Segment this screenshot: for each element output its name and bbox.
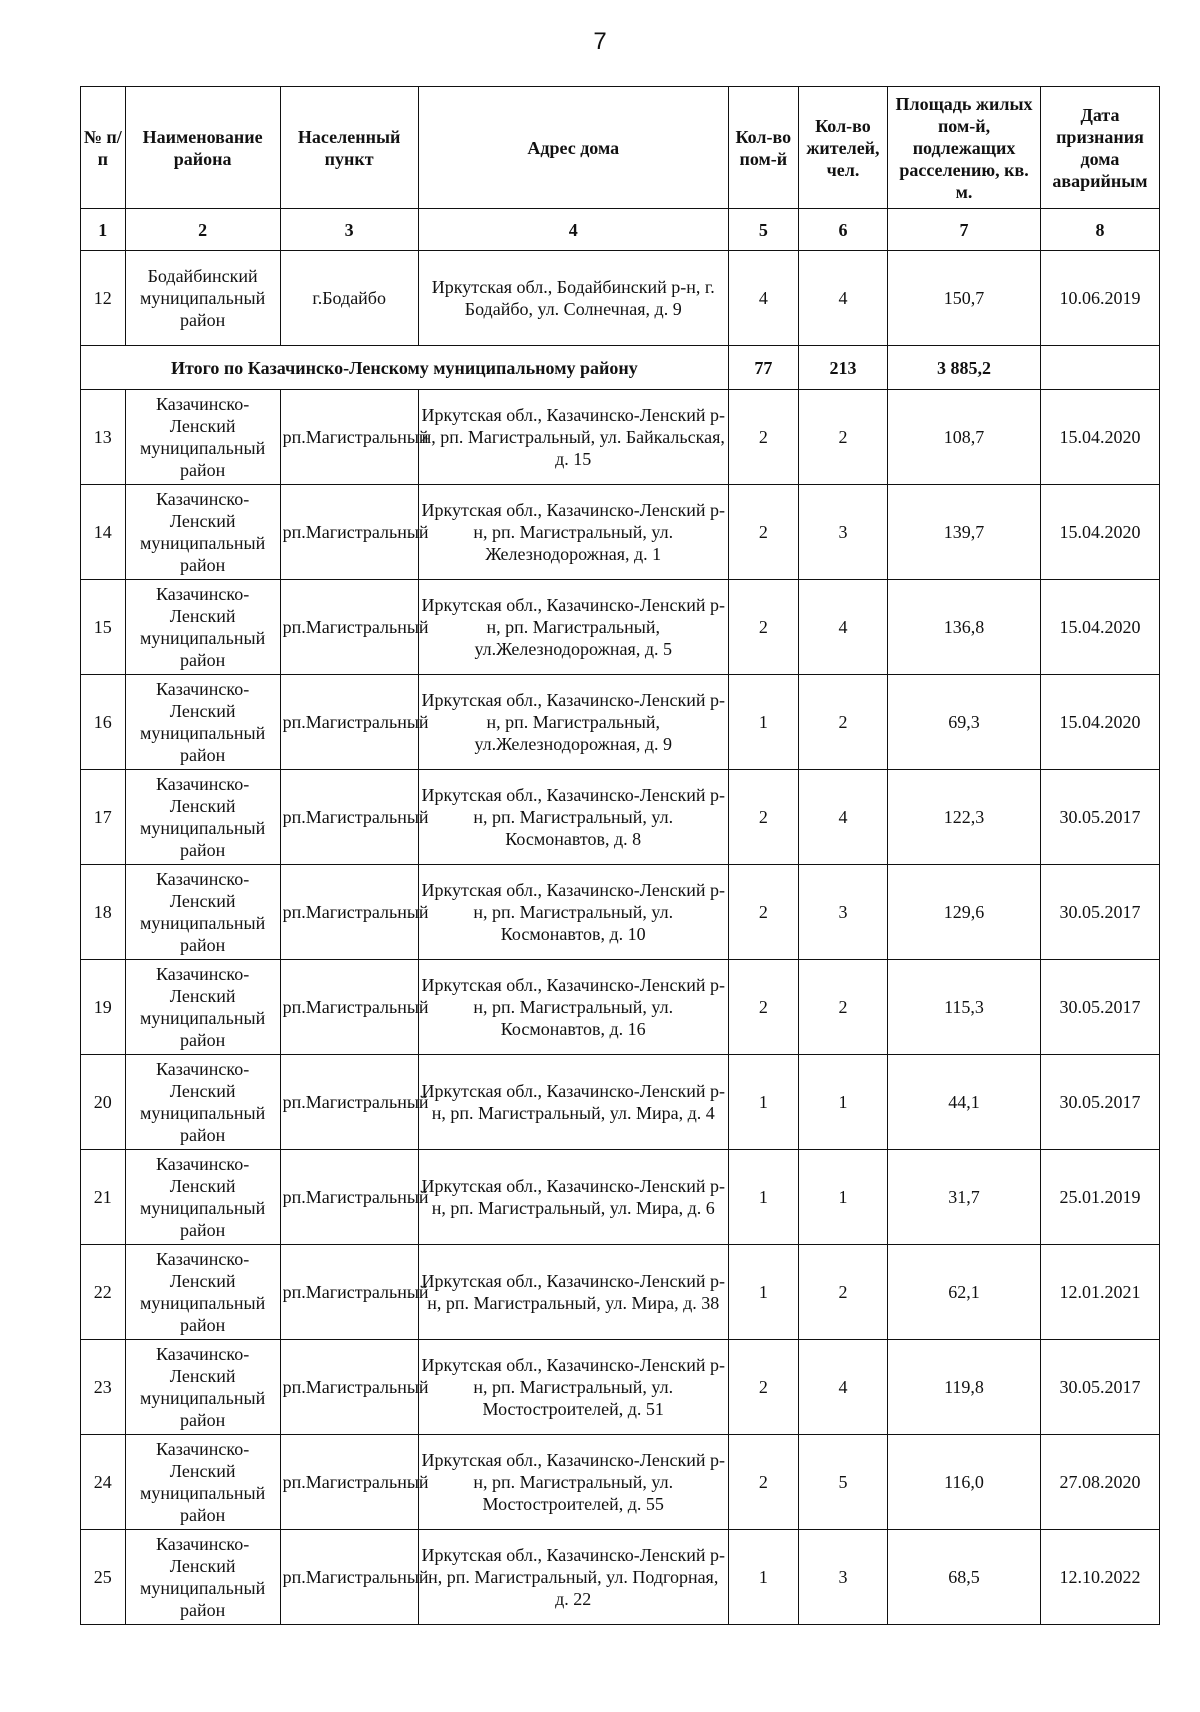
premises-count-cell: 1 <box>728 1055 798 1150</box>
total-residents: 213 <box>798 346 887 390</box>
row-number-cell: 18 <box>81 865 126 960</box>
header-cell-area: Площадь жилых пом-й, подлежащих расселению, кв. м. <box>888 87 1041 209</box>
address-cell: Иркутская обл., Казачинско-Ленский р-н, рп. Магистральный, ул.Железнодорожная, д. 9 <box>418 675 728 770</box>
area-cell: 119,8 <box>888 1340 1041 1435</box>
total-label: Итого по Казачинско-Ленскому муниципальному району <box>81 346 729 390</box>
settlement-cell: рп.Магистральный <box>280 390 418 485</box>
settlement-cell: рп.Магистральный <box>280 1435 418 1530</box>
address-cell: Иркутская обл., Казачинско-Ленский р-н, рп. Магистральный, ул. Космонавтов, д. 16 <box>418 960 728 1055</box>
emergency-date-cell: 12.01.2021 <box>1040 1245 1159 1340</box>
table-row <box>81 1150 1160 1245</box>
premises-count-cell: 2 <box>728 485 798 580</box>
row-number-cell: 19 <box>81 960 126 1055</box>
district-cell: Казачинско-Ленский муниципальный район <box>125 675 280 770</box>
premises-count-cell: 2 <box>728 580 798 675</box>
emergency-date-cell: 15.04.2020 <box>1040 390 1159 485</box>
district-cell: Казачинско-Ленский муниципальный район <box>125 960 280 1055</box>
total-section <box>81 346 1160 390</box>
premises-count-cell: 2 <box>728 1340 798 1435</box>
header-cell-settlement: Населенный пункт <box>280 87 418 209</box>
residents-count-cell: 2 <box>798 1245 887 1340</box>
residents-count-cell: 3 <box>798 1530 887 1625</box>
table-row <box>81 770 1160 865</box>
emergency-date-cell: 25.01.2019 <box>1040 1150 1159 1245</box>
row-number-cell: 25 <box>81 1530 126 1625</box>
residents-count-cell: 2 <box>798 390 887 485</box>
row-number-cell: 15 <box>81 580 126 675</box>
settlement-cell: рп.Магистральный <box>280 1245 418 1340</box>
row-number-cell: 22 <box>81 1245 126 1340</box>
settlement-cell: рп.Магистральный <box>280 960 418 1055</box>
header-cell-residents: Кол-во жителей, чел. <box>798 87 887 209</box>
residents-count-cell: 4 <box>798 580 887 675</box>
address-cell: Иркутская обл., Бодайбинский р-н, г. Бодайбо, ул. Солнечная, д. 9 <box>418 251 728 346</box>
residents-count-cell: 3 <box>798 485 887 580</box>
table-row <box>81 485 1160 580</box>
premises-count-cell: 4 <box>728 251 798 346</box>
emergency-date-cell: 12.10.2022 <box>1040 1530 1159 1625</box>
total-row <box>81 346 1160 390</box>
district-cell: Казачинско-Ленский муниципальный район <box>125 1245 280 1340</box>
emergency-date-cell: 30.05.2017 <box>1040 960 1159 1055</box>
header-cell-num: № п/п <box>81 87 126 209</box>
table-row <box>81 960 1160 1055</box>
settlement-cell: г.Бодайбо <box>280 251 418 346</box>
row-number-cell: 21 <box>81 1150 126 1245</box>
premises-count-cell: 1 <box>728 1245 798 1340</box>
row-number-cell: 23 <box>81 1340 126 1435</box>
column-number-cell: 8 <box>1040 209 1159 251</box>
column-number-cell: 2 <box>125 209 280 251</box>
address-cell: Иркутская обл., Казачинско-Ленский р-н, рп. Магистральный, ул. Космонавтов, д. 10 <box>418 865 728 960</box>
district-cell: Казачинско-Ленский муниципальный район <box>125 1530 280 1625</box>
address-cell: Иркутская обл., Казачинско-Ленский р-н, рп. Магистральный, ул. Мостостроителей, д. 55 <box>418 1435 728 1530</box>
settlement-cell: рп.Магистральный <box>280 865 418 960</box>
district-cell: Бодайбинский муниципальный район <box>125 251 280 346</box>
premises-count-cell: 1 <box>728 1530 798 1625</box>
residents-count-cell: 4 <box>798 251 887 346</box>
emergency-date-cell: 10.06.2019 <box>1040 251 1159 346</box>
area-cell: 116,0 <box>888 1435 1041 1530</box>
emergency-date-cell: 15.04.2020 <box>1040 675 1159 770</box>
area-cell: 44,1 <box>888 1055 1041 1150</box>
residents-count-cell: 5 <box>798 1435 887 1530</box>
settlement-cell: рп.Магистральный <box>280 1055 418 1150</box>
rows-after-total <box>81 390 1160 1625</box>
premises-count-cell: 2 <box>728 390 798 485</box>
district-cell: Казачинско-Ленский муниципальный район <box>125 1055 280 1150</box>
table-row <box>81 580 1160 675</box>
area-cell: 68,5 <box>888 1530 1041 1625</box>
district-cell: Казачинско-Ленский муниципальный район <box>125 390 280 485</box>
column-number-cell: 3 <box>280 209 418 251</box>
settlement-cell: рп.Магистральный <box>280 580 418 675</box>
residents-count-cell: 4 <box>798 1340 887 1435</box>
area-cell: 108,7 <box>888 390 1041 485</box>
column-number-row <box>81 209 1160 251</box>
emergency-date-cell: 15.04.2020 <box>1040 485 1159 580</box>
column-number-cell: 1 <box>81 209 126 251</box>
district-cell: Казачинско-Ленский муниципальный район <box>125 865 280 960</box>
table-row <box>81 1340 1160 1435</box>
header-cell-address: Адрес дома <box>418 87 728 209</box>
premises-count-cell: 1 <box>728 1150 798 1245</box>
row-number-cell: 13 <box>81 390 126 485</box>
table-row <box>81 390 1160 485</box>
residents-count-cell: 1 <box>798 1150 887 1245</box>
settlement-cell: рп.Магистральный <box>280 1340 418 1435</box>
emergency-date-cell: 30.05.2017 <box>1040 1340 1159 1435</box>
area-cell: 115,3 <box>888 960 1041 1055</box>
table-row <box>81 1530 1160 1625</box>
residents-count-cell: 2 <box>798 675 887 770</box>
area-cell: 129,6 <box>888 865 1041 960</box>
emergency-date-cell: 30.05.2017 <box>1040 1055 1159 1150</box>
area-cell: 150,7 <box>888 251 1041 346</box>
area-cell: 31,7 <box>888 1150 1041 1245</box>
row-number-cell: 12 <box>81 251 126 346</box>
row-number-cell: 14 <box>81 485 126 580</box>
address-cell: Иркутская обл., Казачинско-Ленский р-н, рп. Магистральный, ул.Железнодорожная, д. 5 <box>418 580 728 675</box>
address-cell: Иркутская обл., Казачинско-Ленский р-н, рп. Магистральный, ул. Железнодорожная, д. 1 <box>418 485 728 580</box>
emergency-date-cell: 30.05.2017 <box>1040 770 1159 865</box>
area-cell: 69,3 <box>888 675 1041 770</box>
premises-count-cell: 1 <box>728 675 798 770</box>
emergency-date-cell: 15.04.2020 <box>1040 580 1159 675</box>
total-premises: 77 <box>728 346 798 390</box>
district-cell: Казачинско-Ленский муниципальный район <box>125 1340 280 1435</box>
page-number: 7 <box>593 28 607 55</box>
address-cell: Иркутская обл., Казачинско-Ленский р-н, рп. Магистральный, ул. Мира, д. 38 <box>418 1245 728 1340</box>
settlement-cell: рп.Магистральный <box>280 770 418 865</box>
address-cell: Иркутская обл., Казачинско-Ленский р-н, рп. Магистральный, ул. Подгорная, д. 22 <box>418 1530 728 1625</box>
emergency-date-cell: 30.05.2017 <box>1040 865 1159 960</box>
area-cell: 62,1 <box>888 1245 1041 1340</box>
row-number-cell: 20 <box>81 1055 126 1150</box>
header-cell-district: Наименование района <box>125 87 280 209</box>
header-cell-date: Дата признания дома аварийным <box>1040 87 1159 209</box>
area-cell: 136,8 <box>888 580 1041 675</box>
emergency-housing-table <box>80 86 1160 1625</box>
premises-count-cell: 2 <box>728 960 798 1055</box>
residents-count-cell: 4 <box>798 770 887 865</box>
address-cell: Иркутская обл., Казачинско-Ленский р-н, рп. Магистральный, ул. Мира, д. 6 <box>418 1150 728 1245</box>
settlement-cell: рп.Магистральный <box>280 1530 418 1625</box>
emergency-date-cell: 27.08.2020 <box>1040 1435 1159 1530</box>
address-cell: Иркутская обл., Казачинско-Ленский р-н, рп. Магистральный, ул. Байкальская, д. 15 <box>418 390 728 485</box>
settlement-cell: рп.Магистральный <box>280 675 418 770</box>
rows-before-total <box>81 251 1160 346</box>
address-cell: Иркутская обл., Казачинско-Ленский р-н, рп. Магистральный, ул. Мира, д. 4 <box>418 1055 728 1150</box>
table-row <box>81 251 1160 346</box>
row-number-cell: 16 <box>81 675 126 770</box>
address-cell: Иркутская обл., Казачинско-Ленский р-н, рп. Магистральный, ул. Космонавтов, д. 8 <box>418 770 728 865</box>
district-cell: Казачинско-Ленский муниципальный район <box>125 1435 280 1530</box>
total-area: 3 885,2 <box>888 346 1041 390</box>
column-number-cell: 4 <box>418 209 728 251</box>
column-number-cell: 6 <box>798 209 887 251</box>
area-cell: 122,3 <box>888 770 1041 865</box>
district-cell: Казачинско-Ленский муниципальный район <box>125 1150 280 1245</box>
address-cell: Иркутская обл., Казачинско-Ленский р-н, рп. Магистральный, ул. Мостостроителей, д. 51 <box>418 1340 728 1435</box>
row-number-cell: 24 <box>81 1435 126 1530</box>
table-row <box>81 865 1160 960</box>
premises-count-cell: 2 <box>728 770 798 865</box>
premises-count-cell: 2 <box>728 1435 798 1530</box>
table-row <box>81 675 1160 770</box>
district-cell: Казачинско-Ленский муниципальный район <box>125 485 280 580</box>
row-number-cell: 17 <box>81 770 126 865</box>
header-row <box>81 87 1160 209</box>
residents-count-cell: 1 <box>798 1055 887 1150</box>
header-cell-premises: Кол-во пом-й <box>728 87 798 209</box>
column-number-cell: 5 <box>728 209 798 251</box>
residents-count-cell: 2 <box>798 960 887 1055</box>
district-cell: Казачинско-Ленский муниципальный район <box>125 770 280 865</box>
table-row <box>81 1435 1160 1530</box>
premises-count-cell: 2 <box>728 865 798 960</box>
table-row <box>81 1245 1160 1340</box>
table-row <box>81 1055 1160 1150</box>
column-number-cell: 7 <box>888 209 1041 251</box>
settlement-cell: рп.Магистральный <box>280 485 418 580</box>
total-date <box>1040 346 1159 390</box>
residents-count-cell: 3 <box>798 865 887 960</box>
district-cell: Казачинско-Ленский муниципальный район <box>125 580 280 675</box>
area-cell: 139,7 <box>888 485 1041 580</box>
settlement-cell: рп.Магистральный <box>280 1150 418 1245</box>
